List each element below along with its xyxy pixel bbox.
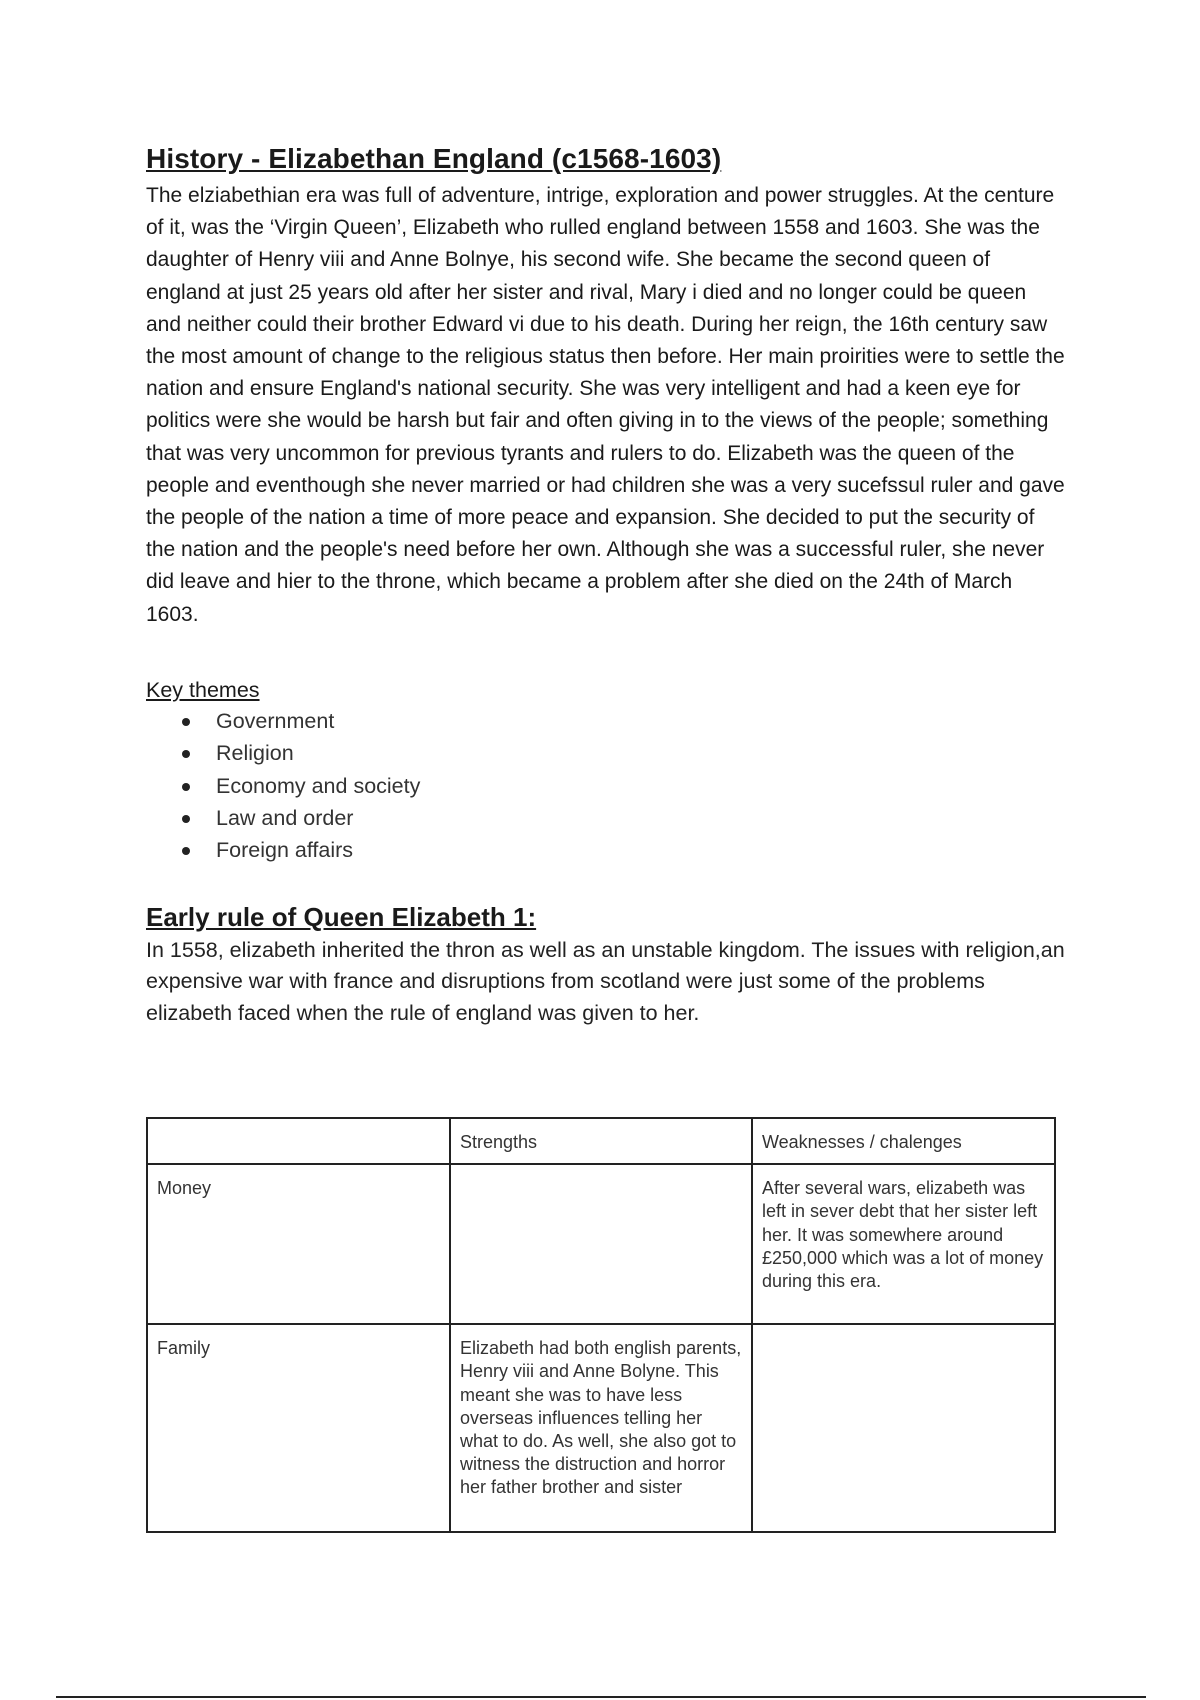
list-item [182,737,1066,769]
table-header-cell [147,1118,450,1164]
bullet-icon [182,750,190,758]
table-cell-strengths [450,1164,752,1324]
table-row-label: Family [147,1324,450,1532]
bullet-icon [182,783,190,791]
table-cell-strengths: Elizabeth had both english parents, Henry viii and Anne Bolyne. This meant she was to have less overseas influences telling her what to do. As well, she also got to witness the distruction and horror her father brother and sister [450,1324,752,1532]
table-row-label: Money [147,1164,450,1324]
list-item-label: Law and order [216,806,354,831]
early-rule-heading: Early rule of Queen Elizabeth 1: [146,901,537,932]
bullet-icon [182,847,190,855]
key-themes-list [146,705,1066,867]
document-page [146,142,1066,1030]
table-header-row [147,1118,1055,1164]
page-title: History - Elizabethan England (c1568-1603) [146,143,722,174]
list-item [182,770,1066,802]
bullet-icon [182,815,190,823]
table-header-cell: Weaknesses / chalenges [752,1118,1055,1164]
list-item-label: Foreign affairs [216,838,354,863]
footer-divider [56,1696,1146,1698]
strengths-weaknesses-table [146,1117,1056,1533]
list-item-label: Economy and society [216,773,421,798]
list-item-label: Government [216,708,335,733]
key-themes-heading: Key themes [146,677,260,702]
table-header-cell: Strengths [450,1118,752,1164]
table-row [147,1164,1055,1324]
table-cell-weaknesses: After several wars, elizabeth was left in sever debt that her sister left her. It was somewhere around £250,000 which was a lot of money during this era. [752,1164,1055,1324]
list-item [182,834,1066,866]
bullet-icon [182,718,190,726]
intro-paragraph: The elziabethian era was full of adventure, intrige, exploration and power struggles. At the centure of it, was the ‘Virgin Queen’, Elizabeth who rulled england between 1558 and 1603. She was the daughter of Henry viii and Anne Bolnye, his second wife. She became the second queen of england at just 25 years old after her sister and rival, Mary i died and no longer could be queen and neither could their brother Edward vi due to his death. During her reign, the 16th century saw the most amount of change to the religious status then before. Her main proirities were to settle the nation and ensure England's national security. She was very intelligent and had a keen eye for politics were she would be harsh but fair and often giving in to the views of the people; something that was very uncommon for previous tyrants and rulers to do. Elizabeth was the queen of the people and eventhough she never married or had children she was a very sucefssul ruler and gave the people of the nation a time of more peace and expansion. She decided to put the security of the nation and the people's need before her own. Although she was a successful ruler, she never did leave and hier to the throne, which became a problem after she died on the 24th of March 1603. [146,184,1065,626]
list-item [182,705,1066,737]
table-row [147,1324,1055,1532]
list-item-label: Religion [216,741,294,766]
list-item [182,802,1066,834]
table-cell-weaknesses [752,1324,1055,1532]
early-rule-paragraph: In 1558, elizabeth inherited the thron as well as an unstable kingdom. The issues with religion,an expensive war with france and disruptions from scotland were just some of the problems elizabeth faced when the rule of england was given to her. [146,937,1065,1026]
